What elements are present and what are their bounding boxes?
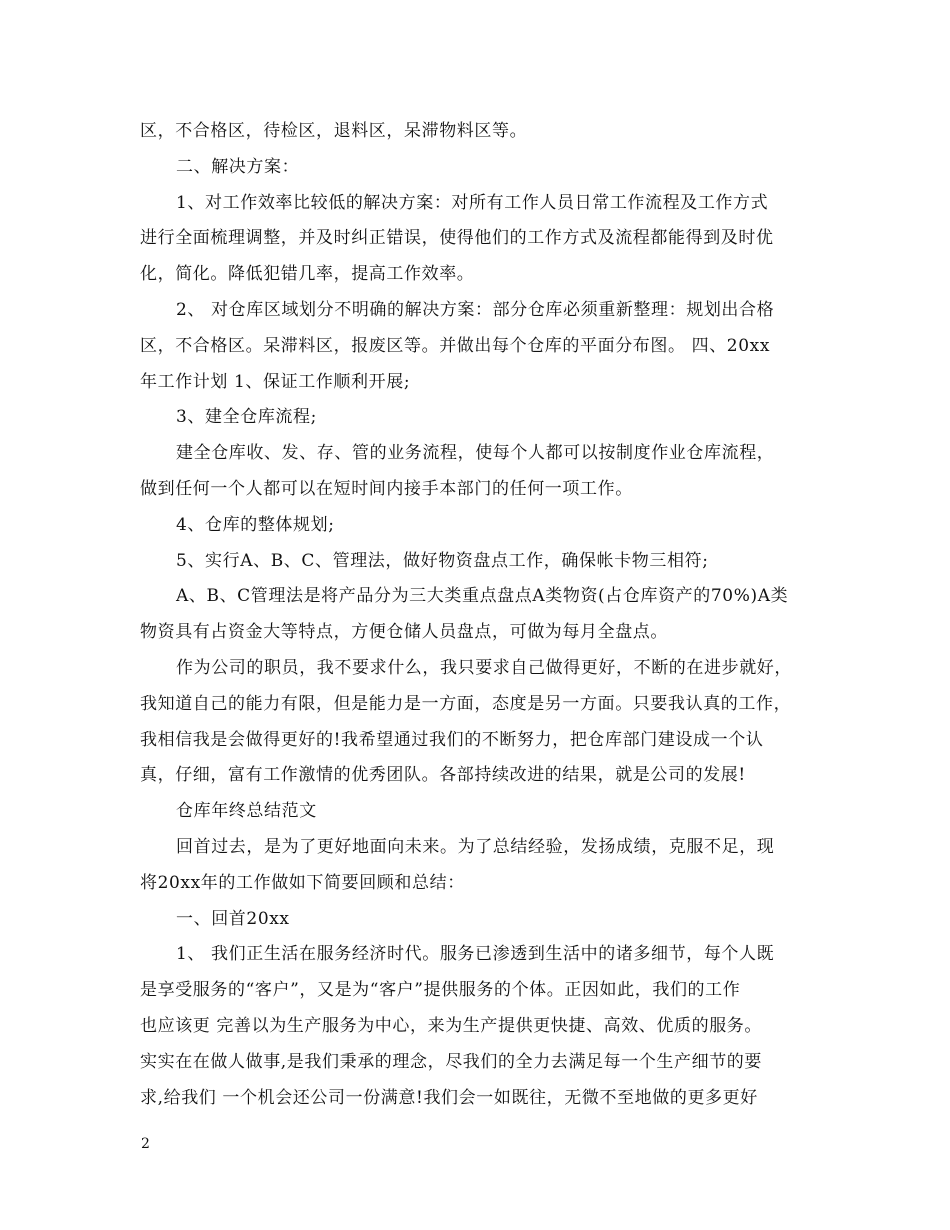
text-line: 进行全面梳理调整，并及时纠正错误，使得他们的工作方式及流程都能得到及时优 [140, 228, 774, 249]
text-line: 回首过去，是为了更好地面向未来。为了总结经验，发扬成绩，克服不足，现 [176, 836, 775, 857]
text-line: 化，简化。降低犯错几率，提高工作效率。 [140, 264, 475, 285]
document-body [140, 114, 816, 1116]
text-line: 2、 对仓库区域划分不明确的解决方案：部分仓库必须重新整理：规划出合格 [176, 299, 775, 320]
text-line: 1、对工作效率比较低的解决方案：对所有工作人员日常工作流程及工作方式 [176, 192, 769, 213]
text-line: 真，仔细，富有工作激情的优秀团队。各部持续改进的结果，就是公司的发展! [140, 765, 746, 786]
text-line: 仓库年终总结范文 [176, 801, 317, 822]
text-line: 年工作计划 1、保证工作顺利开展; [140, 371, 411, 392]
text-line: 求,给我们 一个机会还公司一份满意!我们会一如既往，无微不至地做的更多更好 [140, 1087, 758, 1108]
text-line: 物资具有占资金大等特点，方便仓储人员盘点，可做为每月全盘点。 [140, 622, 668, 643]
text-line: 4、仓库的整体规划; [176, 514, 335, 535]
text-line: 也应该更 完善以为生产服务为中心，来为生产提供更快捷、高效、优质的服务。 [140, 1015, 763, 1036]
text-line: 我相信我是会做得更好的!我希望通过我们的不断努力，把仓库部门建设成一个认 [140, 729, 764, 750]
text-line: 区，不合格区，待检区，退料区，呆滞物料区等。 [140, 121, 528, 141]
text-line: 我知道自己的能力有限，但是能力是一方面，态度是另一方面。只要我认真的工作， [140, 693, 792, 714]
text-line: 二、解决方案： [176, 156, 300, 177]
text-line: A、B、C管理法是将产品分为三大类重点盘点A类物资(占仓库资产的70%)A类 [176, 586, 789, 607]
text-line: 一、回首20xx [176, 908, 290, 929]
text-line: 建全仓库收、发、存、管的业务流程，使每个人都可以按制度作业仓库流程， [176, 443, 775, 464]
page-number: 2 [141, 1136, 150, 1152]
text-line: 区，不合格区。呆滞料区，报废区等。并做出每个仓库的平面分布图。 四、20xx [140, 335, 771, 356]
text-line: 1、 我们正生活在服务经济时代。服务已渗透到生活中的诸多细节，每个人既 [176, 944, 775, 965]
text-line: 是享受服务的“客户”，又是为“客户”提供服务的个体。正因如此，我们的工作 [140, 980, 741, 1001]
text-line: 实实在在做人做事,是我们秉承的理念，尽我们的全力去满足每一个生产细节的要 [140, 1051, 763, 1072]
text-line: 3、建全仓库流程; [176, 407, 317, 428]
text-line: 5、实行A、B、C、管理法，做好物资盘点工作，确保帐卡物三相符; [176, 550, 709, 571]
text-line: 做到任何一个人都可以在短时间内接手本部门的任何一项工作。 [140, 478, 633, 499]
text-line: 作为公司的职员，我不要求什么，我只要求自己做得更好，不断的在进步就好， [176, 657, 792, 678]
text-line: 将20xx年的工作做如下简要回顾和总结： [140, 872, 465, 893]
